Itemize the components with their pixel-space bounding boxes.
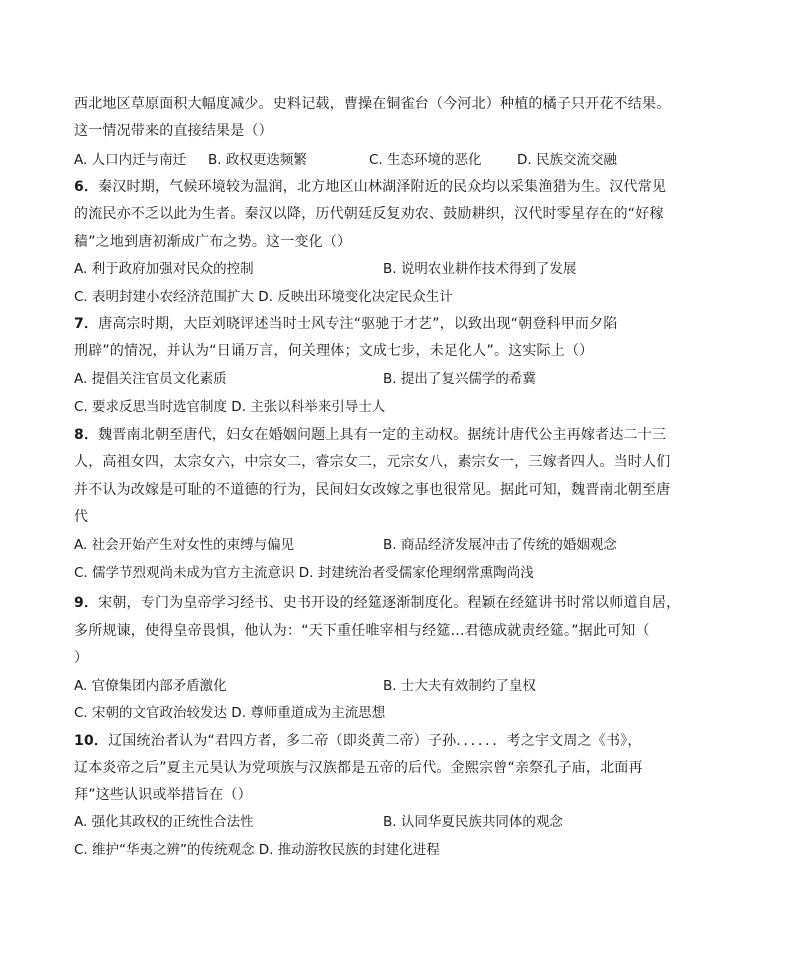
q5-stem-line-2: 这一情况带来的直接结果是（）	[74, 123, 273, 139]
q6-option-b: B. 说明农业耕作技术得到了发展	[383, 261, 577, 277]
q10-option-a: A. 强化其政权的正统性合法性	[74, 814, 254, 830]
q5-option-c: C. 生态环境的恶化	[369, 152, 482, 168]
q7-option-b: B. 提出了复兴儒学的希冀	[383, 371, 536, 387]
q9-option-b: B. 士大夫有效制约了皇权	[383, 678, 536, 694]
q6-number: 6．	[74, 179, 99, 195]
q10-stem-line-1	[74, 731, 642, 751]
q8-option-a: A. 社会开始产生对女性的束缚与偏见	[74, 537, 295, 553]
q9-option-a: A. 官僚集团内部矛盾激化	[74, 678, 227, 694]
q6-stem-line-2: 的流民亦不乏以此为生者。秦汉以降，历代朝廷反复劝农、鼓励耕织，汉代时零星存在的“好稼	[74, 206, 664, 222]
q6-stem-text: 秦汉时期，气候环境较为温润，北方地区山林湖泽附近的民众均以采集渔猎为生。汉代常见	[98, 179, 667, 195]
q10-stem-line-2: 辽本炎帝之后”夏主元昊认为党项族与汉族都是五帝的后代。金熙宗曾“亲祭孔子庙，北面再	[74, 760, 643, 776]
q8-option-b: B. 商品经济发展冲击了传统的婚姻观念	[383, 537, 617, 553]
q9-number: 9．	[74, 595, 99, 611]
q7-option-a: A. 提倡关注官员文化素质	[74, 371, 227, 387]
q10-stem-line-3: 拜”这些认识或举措旨在（）	[74, 787, 252, 803]
q8-stem-line-2: 人，高祖女四，太宗女六，中宗女二，睿宗女二，元宗女八，素宗女一，三嫁者四人。当时人们	[74, 454, 671, 470]
q7-stem-text: 唐高宗时期，大臣刘晓评述当时士风专注“驱驰于才艺”，以致出现“朝登科甲而夕陷	[98, 316, 618, 332]
q5-option-a: A. 人口内迁与南迁	[74, 152, 187, 168]
q8-stem-line-4: 代	[74, 509, 89, 525]
q6-stem-line-3: 穑”之地到唐初渐成广布之势。这一变化（）	[74, 234, 352, 250]
q9-stem-line-2: 多所规谏，使得皇帝畏惧，他认为：“天下重任唯宰相与经筵...君德成就责经筵。”据此可知（	[74, 623, 650, 639]
q6-option-cd: C. 表明封建小农经济范围扩大 D. 反映出环境变化决定民众生计	[74, 289, 453, 305]
q5-option-d: D. 民族交流交融	[517, 152, 617, 168]
q9-stem-line-1	[74, 593, 680, 613]
q6-option-a: A. 利于政府加强对民众的控制	[74, 261, 254, 277]
q7-stem-line-2: 刑辟”的情况，并认为“日诵万言，何关理体；文成七步，未足化人”。这实际上（）	[74, 343, 594, 359]
q5-stem-line-1: 西北地区草原面积大幅度减少。史料记载，曹操在铜雀台（今河北）种植的橘子只开花不结果。	[74, 96, 671, 112]
q7-stem-line-1	[74, 314, 618, 334]
q7-number: 7．	[74, 316, 99, 332]
q5-option-b: B. 政权更迭频繁	[208, 152, 307, 168]
q8-stem-text: 魏晋南北朝至唐代，妇女在婚姻问题上具有一定的主动权。据统计唐代公主再嫁者达二十三	[98, 427, 667, 443]
q7-option-cd: C. 要求反思当时选官制度 D. 主张以科举来引导士人	[74, 399, 386, 415]
q8-stem-line-1	[74, 425, 666, 445]
q10-option-cd: C. 维护“华夷之辨”的传统观念 D. 推动游牧民族的封建化进程	[74, 842, 440, 858]
q10-number: 10．	[74, 733, 109, 749]
q9-stem-line-3: ）	[74, 650, 89, 666]
q10-stem-text: 辽国统治者认为“君四方者，多二帝（即炎黄二帝）子孙．．．．．．考之宇文周之《书》，	[108, 733, 642, 749]
q10-option-b: B. 认同华夏民族共同体的观念	[383, 814, 563, 830]
q8-option-cd: C. 儒学节烈观尚未成为官方主流意识 D. 封建统治者受儒家伦理纲常熏陶尚浅	[74, 565, 534, 581]
q6-stem-line-1	[74, 177, 666, 197]
q8-number: 8．	[74, 427, 99, 443]
q8-stem-line-3: 并不认为改嫁是可耻的不道德的行为，民间妇女改嫁之事也很常见。据此可知，魏晋南北朝至唐	[74, 482, 671, 498]
q9-stem-text: 宋朝，专门为皇帝学习经书、史书开设的经筵逐渐制度化。程颖在经筵讲书时常以师道自居，	[98, 595, 681, 611]
q9-option-cd: C. 宋朝的文官政治较发达 D. 尊师重道成为主流思想	[74, 705, 386, 721]
